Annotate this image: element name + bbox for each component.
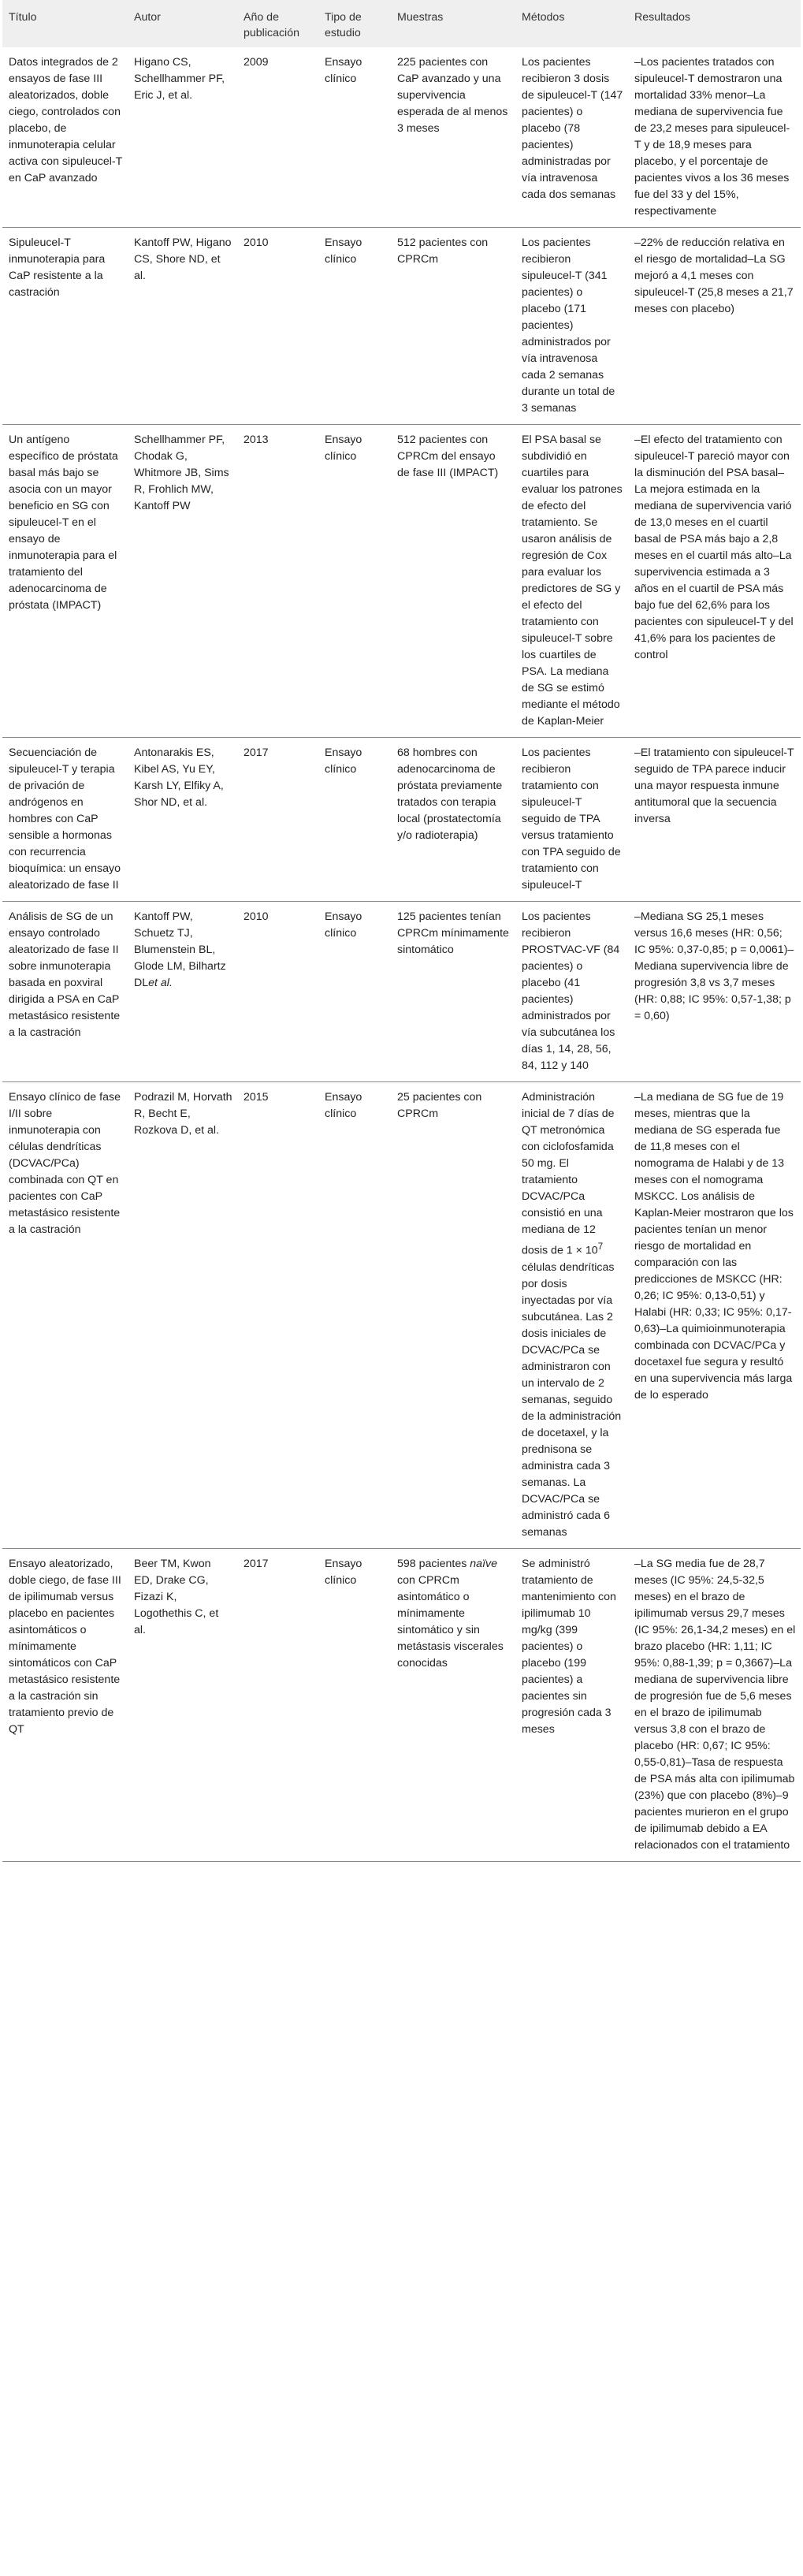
cell-muestras: 68 hombres con adenocarcinoma de próstata previamente tratados con terapia local (prostatectomía y/o radioterapia) <box>397 746 503 842</box>
muestras-part-b: con CPRCm asintomático o mínimamente sintomático y sin metástasis viscerales conocidas <box>397 1573 504 1670</box>
header-titulo: Título <box>2 0 128 47</box>
cell-autor: Podrazil M, Horvath R, Becht E, Rozkova D, et al. <box>134 1091 232 1137</box>
cell-resultados: –La mediana de SG fue de 19 meses, mientras que la mediana de SG esperada fue de 11,8 meses con el nomograma de Halabi y de 13 meses con el nomograma MSKCC. Los análisis de Kaplan-Meier mostraron que los pacientes tenían un menor riesgo de mortalidad en comparación con las predicciones de MSKCC (HR: 0,26; IC 95%: 0,13-0,51) y Halabi (HR: 0,33; IC 95%: 0,17-0,63)–La quimioinmunoterapia combinada con DCVAC/PCa y docetaxel fue segura y resultó en una supervivencia más larga de lo esperado <box>634 1091 794 1402</box>
cell-tipo: Ensayo clínico <box>325 236 362 266</box>
studies-table <box>2 0 801 1862</box>
cell-anio: 2009 <box>244 56 269 69</box>
cell-anio: 2015 <box>244 1091 269 1104</box>
header-tipo: Tipo de estudio <box>318 0 391 47</box>
cell-titulo: Análisis de SG de un ensayo controlado aleatorizado de fase II sobre inmunoterapia basada en poxviral dirigida a PSA en CaP metastásico resistente a la castración <box>9 910 121 1039</box>
header-anio: Año de publicación <box>237 0 318 47</box>
metodos-exponent: 7 <box>597 1241 604 1252</box>
cell-tipo: Ensayo clínico <box>325 434 362 463</box>
cell-muestras: 125 pacientes tenían CPRCm mínimamente sintomático <box>397 910 509 956</box>
cell-metodos: El PSA basal se subdividió en cuartiles para evaluar los patrones de efecto del tratamiento. Se usaron análisis de regresión de Cox para evaluar los predictores de SG y el efecto del tratamiento con sipuleucel-T sobre los cuartiles de PSA. La mediana de SG se estimó mediante el método de Kaplan-Meier <box>522 434 623 728</box>
table-row <box>2 738 801 902</box>
cell-anio: 2017 <box>244 1557 269 1570</box>
cell-titulo: Ensayo aleatorizado, doble ciego, de fase III de ipilimumab versus placebo en pacientes asintomáticos o mínimamente sintomáticos con CaP metastásico resistente a la castración sin tratamiento previo de QT <box>9 1557 121 1736</box>
table-body <box>2 47 801 1861</box>
header-metodos: Métodos <box>515 0 628 47</box>
cell-anio: 2017 <box>244 746 269 759</box>
header-muestras: Muestras <box>391 0 515 47</box>
cell-autor: Antonarakis ES, Kibel AS, Yu EY, Karsh LY, Elfiky A, Shor ND, et al. <box>134 746 224 809</box>
cell-tipo: Ensayo clínico <box>325 56 362 85</box>
muestras-part-a: 598 pacientes <box>397 1557 470 1570</box>
cell-tipo: Ensayo clínico <box>325 1091 362 1120</box>
cell-autor: Kantoff PW, Higano CS, Shore ND, et al. <box>134 236 232 282</box>
cell-tipo: Ensayo clínico <box>325 910 362 940</box>
table-row <box>2 228 801 425</box>
header-autor: Autor <box>128 0 237 47</box>
metodos-part-b: células dendríticas por dosis inyectadas por vía subcutánea. Las 2 dosis iniciales de DCVAC/PCa se administraron con un intervalo de 2 semanas, seguido de la administración de docetaxel, y la prednisona se administra cada 3 semanas. La DCVAC/PCa se administró cada 6 semanas <box>522 1260 622 1539</box>
cell-titulo: Ensayo clínico de fase I/II sobre inmunoterapia con células dendríticas (DCVAC/PCa) combinada con QT en pacientes con CaP metastásico resistente a la castración <box>9 1091 121 1236</box>
cell-resultados: –22% de reducción relativa en el riesgo de mortalidad–La SG mejoró a 4,1 meses con sipuleucel-T (25,8 meses a 21,7 meses con placebo) <box>634 236 794 315</box>
header-row <box>2 0 801 47</box>
table-row <box>2 1082 801 1549</box>
cell-resultados: –Los pacientes tratados con sipuleucel-T demostraron una mortalidad 33% menor–La mediana de supervivencia fue de 23,2 meses para sipuleucel-T y de 18,9 meses para placebo, y el porcentaje de pacientes vivos a los 36 meses fue del 33 y del 15%, respectivamente <box>634 56 790 218</box>
cell-titulo: Un antígeno específico de próstata basal más bajo se asocia con un mayor beneficio en SG con sipuleucel-T en el ensayo de inmunoterapia para el tratamiento del adenocarcinoma de próstata (IMPACT) <box>9 434 118 612</box>
cell-resultados: –Mediana SG 25,1 meses versus 16,6 meses (HR: 0,56; IC 95%: 0,37-0,85; p = 0,0061)–Mediana supervivencia libre de progresión 3,8 vs 3,7 meses (HR: 0,88; IC 95%: 0,57-1,38; p = 0,60) <box>634 910 794 1022</box>
cell-muestras: 225 pacientes con CaP avanzado y una supervivencia esperada de al menos 3 meses <box>397 56 508 135</box>
cell-muestras: 512 pacientes con CPRCm del ensayo de fase III (IMPACT) <box>397 434 499 479</box>
cell-metodos: Los pacientes recibieron 3 dosis de sipuleucel-T (147 pacientes) o placebo (78 pacientes) administradas por vía intravenosa cada dos semanas <box>522 56 623 201</box>
autor-names: Kantoff PW, Schuetz TJ, Blumenstein BL, Glode LM, Bilhartz DL <box>134 910 226 989</box>
table-row <box>2 47 801 228</box>
table-row <box>2 902 801 1082</box>
cell-autor <box>128 902 237 1082</box>
cell-titulo: Datos integrados de 2 ensayos de fase III aleatorizados, doble ciego, controlados con placebo, de inmunoterapia celular activa con sipuleucel-T en CaP avanzado <box>9 56 123 184</box>
cell-tipo: Ensayo clínico <box>325 746 362 776</box>
table-row <box>2 1548 801 1861</box>
cell-anio: 2013 <box>244 434 269 446</box>
table-row <box>2 425 801 738</box>
cell-metodos: Los pacientes recibieron tratamiento con sipuleucel-T seguido de TPA versus tratamiento con TPA seguido de tratamiento con sipuleucel-T <box>522 746 621 892</box>
muestras-italic: naïve <box>470 1557 498 1570</box>
cell-metodos <box>515 1082 628 1549</box>
cell-resultados: –El efecto del tratamiento con sipuleucel-T pareció mayor con la disminución del PSA basal–La mejora estimada en la mediana de supervivencia varió de 13,0 meses en el cuartil basal de PSA más bajo a 2,8 meses en el cuartil más alto–La supervivencia estimada a 3 años en el cuartil de PSA más bajo fue del 62,6% para los pacientes con sipuleucel-T y del 41,6% para los pacientes de control <box>634 434 794 661</box>
cell-anio: 2010 <box>244 910 269 923</box>
header-resultados: Resultados <box>628 0 801 47</box>
cell-resultados: –El tratamiento con sipuleucel-T seguido de TPA parece inducir una mayor respuesta inmune antitumoral que la secuencia inversa <box>634 746 794 825</box>
cell-muestras: 25 pacientes con CPRCm <box>397 1091 482 1120</box>
cell-metodos: Los pacientes recibieron PROSTVAC-VF (84 pacientes) o placebo (41 pacientes) administrados por vía subcutánea los días 1, 14, 28, 56, 84, 112 y 140 <box>522 910 620 1072</box>
cell-muestras <box>391 1548 515 1861</box>
autor-etal: et al. <box>148 977 173 989</box>
metodos-part-a: Administración inicial de 7 días de QT metronómica con ciclofosfamida 50 mg. El tratamiento DCVAC/PCa consistió en una mediana de 12 dosis de 1 × 10 <box>522 1091 615 1257</box>
cell-muestras: 512 pacientes con CPRCm <box>397 236 489 266</box>
cell-titulo: Sipuleucel-T inmunoterapia para CaP resistente a la castración <box>9 236 106 299</box>
cell-tipo: Ensayo clínico <box>325 1557 362 1587</box>
cell-autor: Schellhammer PF, Chodak G, Whitmore JB, Sims R, Frohlich MW, Kantoff PW <box>134 434 229 512</box>
cell-resultados: –La SG media fue de 28,7 meses (IC 95%: 24,5-32,5 meses) en el brazo de ipilimumab versus 29,7 meses (IC 95%: 26,1-34,2 meses) en el brazo placebo (HR: 1,11; IC 95%: 0,88-1,39; p = 0,3667)–La mediana de supervivencia libre de progresión fue de 5,6 meses en el brazo de ipilimumab versus 3,8 con el brazo de placebo (HR: 0,67; IC 95%: 0,55-0,81)–Tasa de respuesta de PSA más alta con ipilimumab (23%) que con placebo (8%)–9 pacientes murieron en el grupo de ipilimumab debido a EA relacionados con el tratamiento <box>634 1557 796 1852</box>
cell-metodos: Los pacientes recibieron sipuleucel-T (341 pacientes) o placebo (171 pacientes) administrados por vía intravenosa cada 2 semanas durante un total de 3 semanas <box>522 236 615 415</box>
cell-autor: Beer TM, Kwon ED, Drake CG, Fizazi K, Logothethis C, et al. <box>134 1557 219 1636</box>
cell-anio: 2010 <box>244 236 269 249</box>
cell-titulo: Secuenciación de sipuleucel-T y terapia de privación de andrógenos en hombres con CaP sensible a hormonas con recurrencia bioquímica: un ensayo aleatorizado de fase II <box>9 746 121 892</box>
table-header <box>2 0 801 47</box>
cell-autor: Higano CS, Schellhammer PF, Eric J, et al. <box>134 56 225 102</box>
cell-metodos: Se administró tratamiento de mantenimiento con ipilimumab 10 mg/kg (399 pacientes) o placebo (199 pacientes) a pacientes sin progresión cada 3 meses <box>522 1557 616 1736</box>
